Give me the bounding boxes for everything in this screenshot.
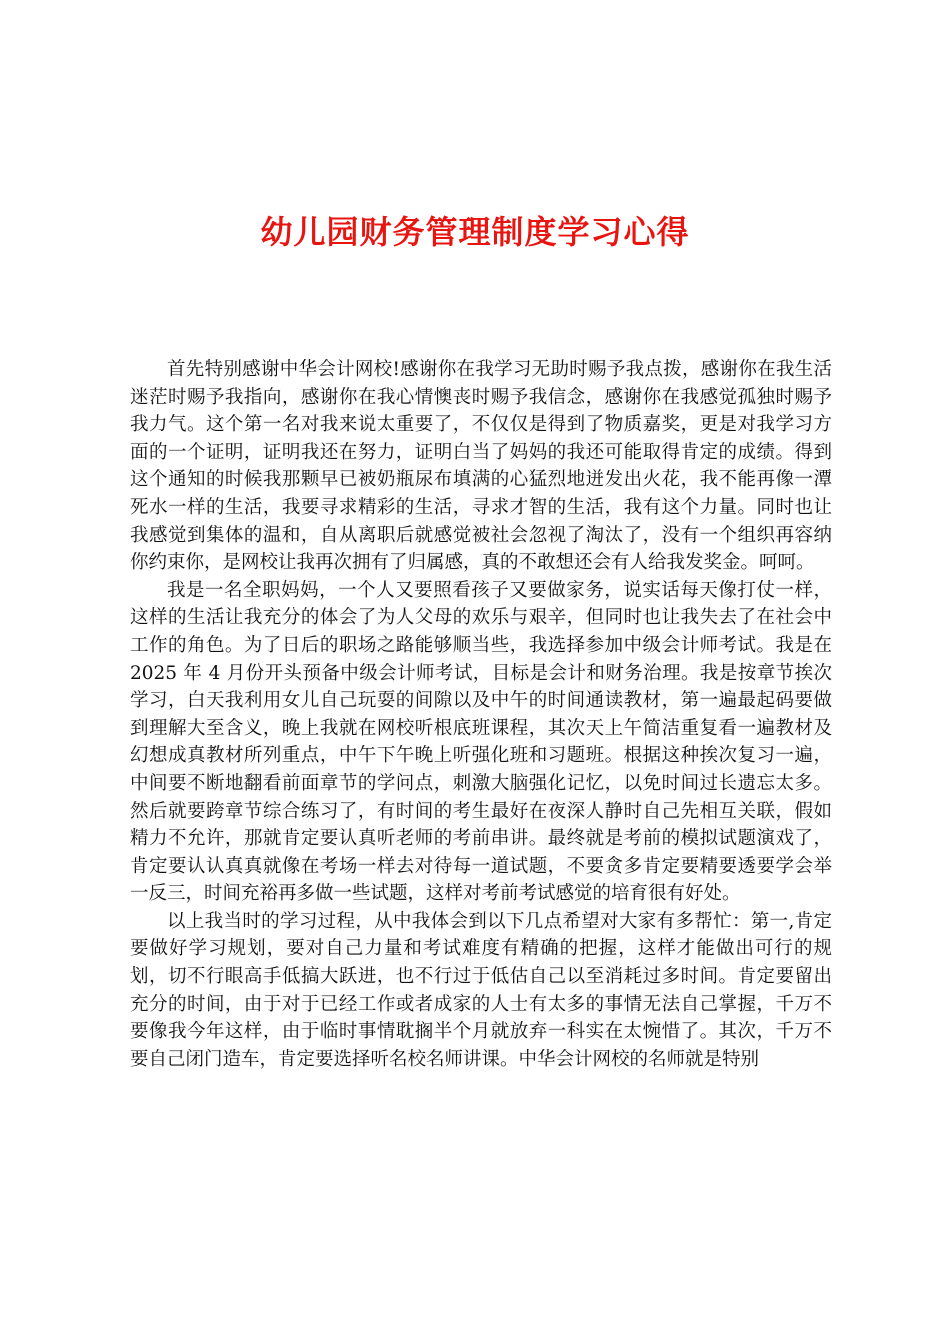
paragraph-2: 我是一名全职妈妈，一个人又要照看孩子又要做家务，说实话每天像打仗一样，这样的生活让我充分的体会了为人父母的欢乐与艰辛，但同时也让我失去了在社会中工作的角色。为了日后的职场之路能够顺当些，我选择参加中级会计师考试。我是在 2025 年 4 月份开头预备中级会计师考试，目标是会计和财务治理。我是按章节挨次学习，白天我利用女儿自己玩耍的间隙以及中午的时间通读教材，第一遍最起码要做到理解大至含义，晚上我就在网校听根底班课程，其次天上午简洁重复看一遍教材及幻想成真教材所列重点，中午下午晚上听强化班和习题班。根据这种挨次复习一遍，中间要不断地翻看前面章节的学问点，刺激大脑强化记忆，以免时间过长遗忘太多。然后就要跨章节综合练习了，有时间的考生最好在夜深人静时自己先相互关联，假如精力不允许，那就肯定要认真听老师的考前串讲。最终就是考前的模拟试题演戏了，肯定要认认真真就像在考场一样去对待每一道试题，不要贪多肯定要精要透要学会举一反三，时间充裕再多做一些试题，这样对考前考试感觉的培育很有好处。: [130, 579, 832, 905]
paragraph-1: 首先特别感谢中华会计网校!感谢你在我学习无助时赐予我点拨，感谢你在我生活迷茫时赐予我指向，感谢你在我心情懊丧时赐予我信念，感谢你在我感觉孤独时赐予我力气。这个第一名对我来说太重要了，不仅仅是得到了物质嘉奖，更是对我学习方面的一个证明，证明我还在努力，证明白当了妈妈的我还可能取得肯定的成绩。得到这个通知的时候我那颗早已被奶瓶尿布填满的心猛烈地迸发出火花，我不能再像一潭死水一样的生活，我要寻求精彩的生活，寻求才智的生活，我有这个力量。同时也让我感觉到集体的温和，自从离职后就感觉被社会忽视了淘汰了，没有一个组织再容纳你约束你，是网校让我再次拥有了归属感，真的不敢想还会有人给我发奖金。呵呵。: [130, 359, 832, 574]
paragraph-3: 以上我当时的学习过程，从中我体会到以下几点希望对大家有多帮忙：第一,肯定要做好学习规划，要对自己力量和考试难度有精确的把握，这样才能做出可行的规划，切不行眼高手低搞大跃进，也不行过于低估自己以至消耗过多时间。肯定要留出充分的时间，由于对于已经工作或者成家的人士有太多的事情无法自己掌握，千万不要像我今年这样，由于临时事情耽搁半个月就放弃一科实在太惋惜了。其次，千万不要自己闭门造车，肯定要选择听名校名师讲课。中华会计网校的名师就是特别: [130, 910, 832, 1070]
document-body: [130, 356, 832, 1073]
document-title: 幼儿园财务管理制度学习心得: [260, 213, 690, 251]
